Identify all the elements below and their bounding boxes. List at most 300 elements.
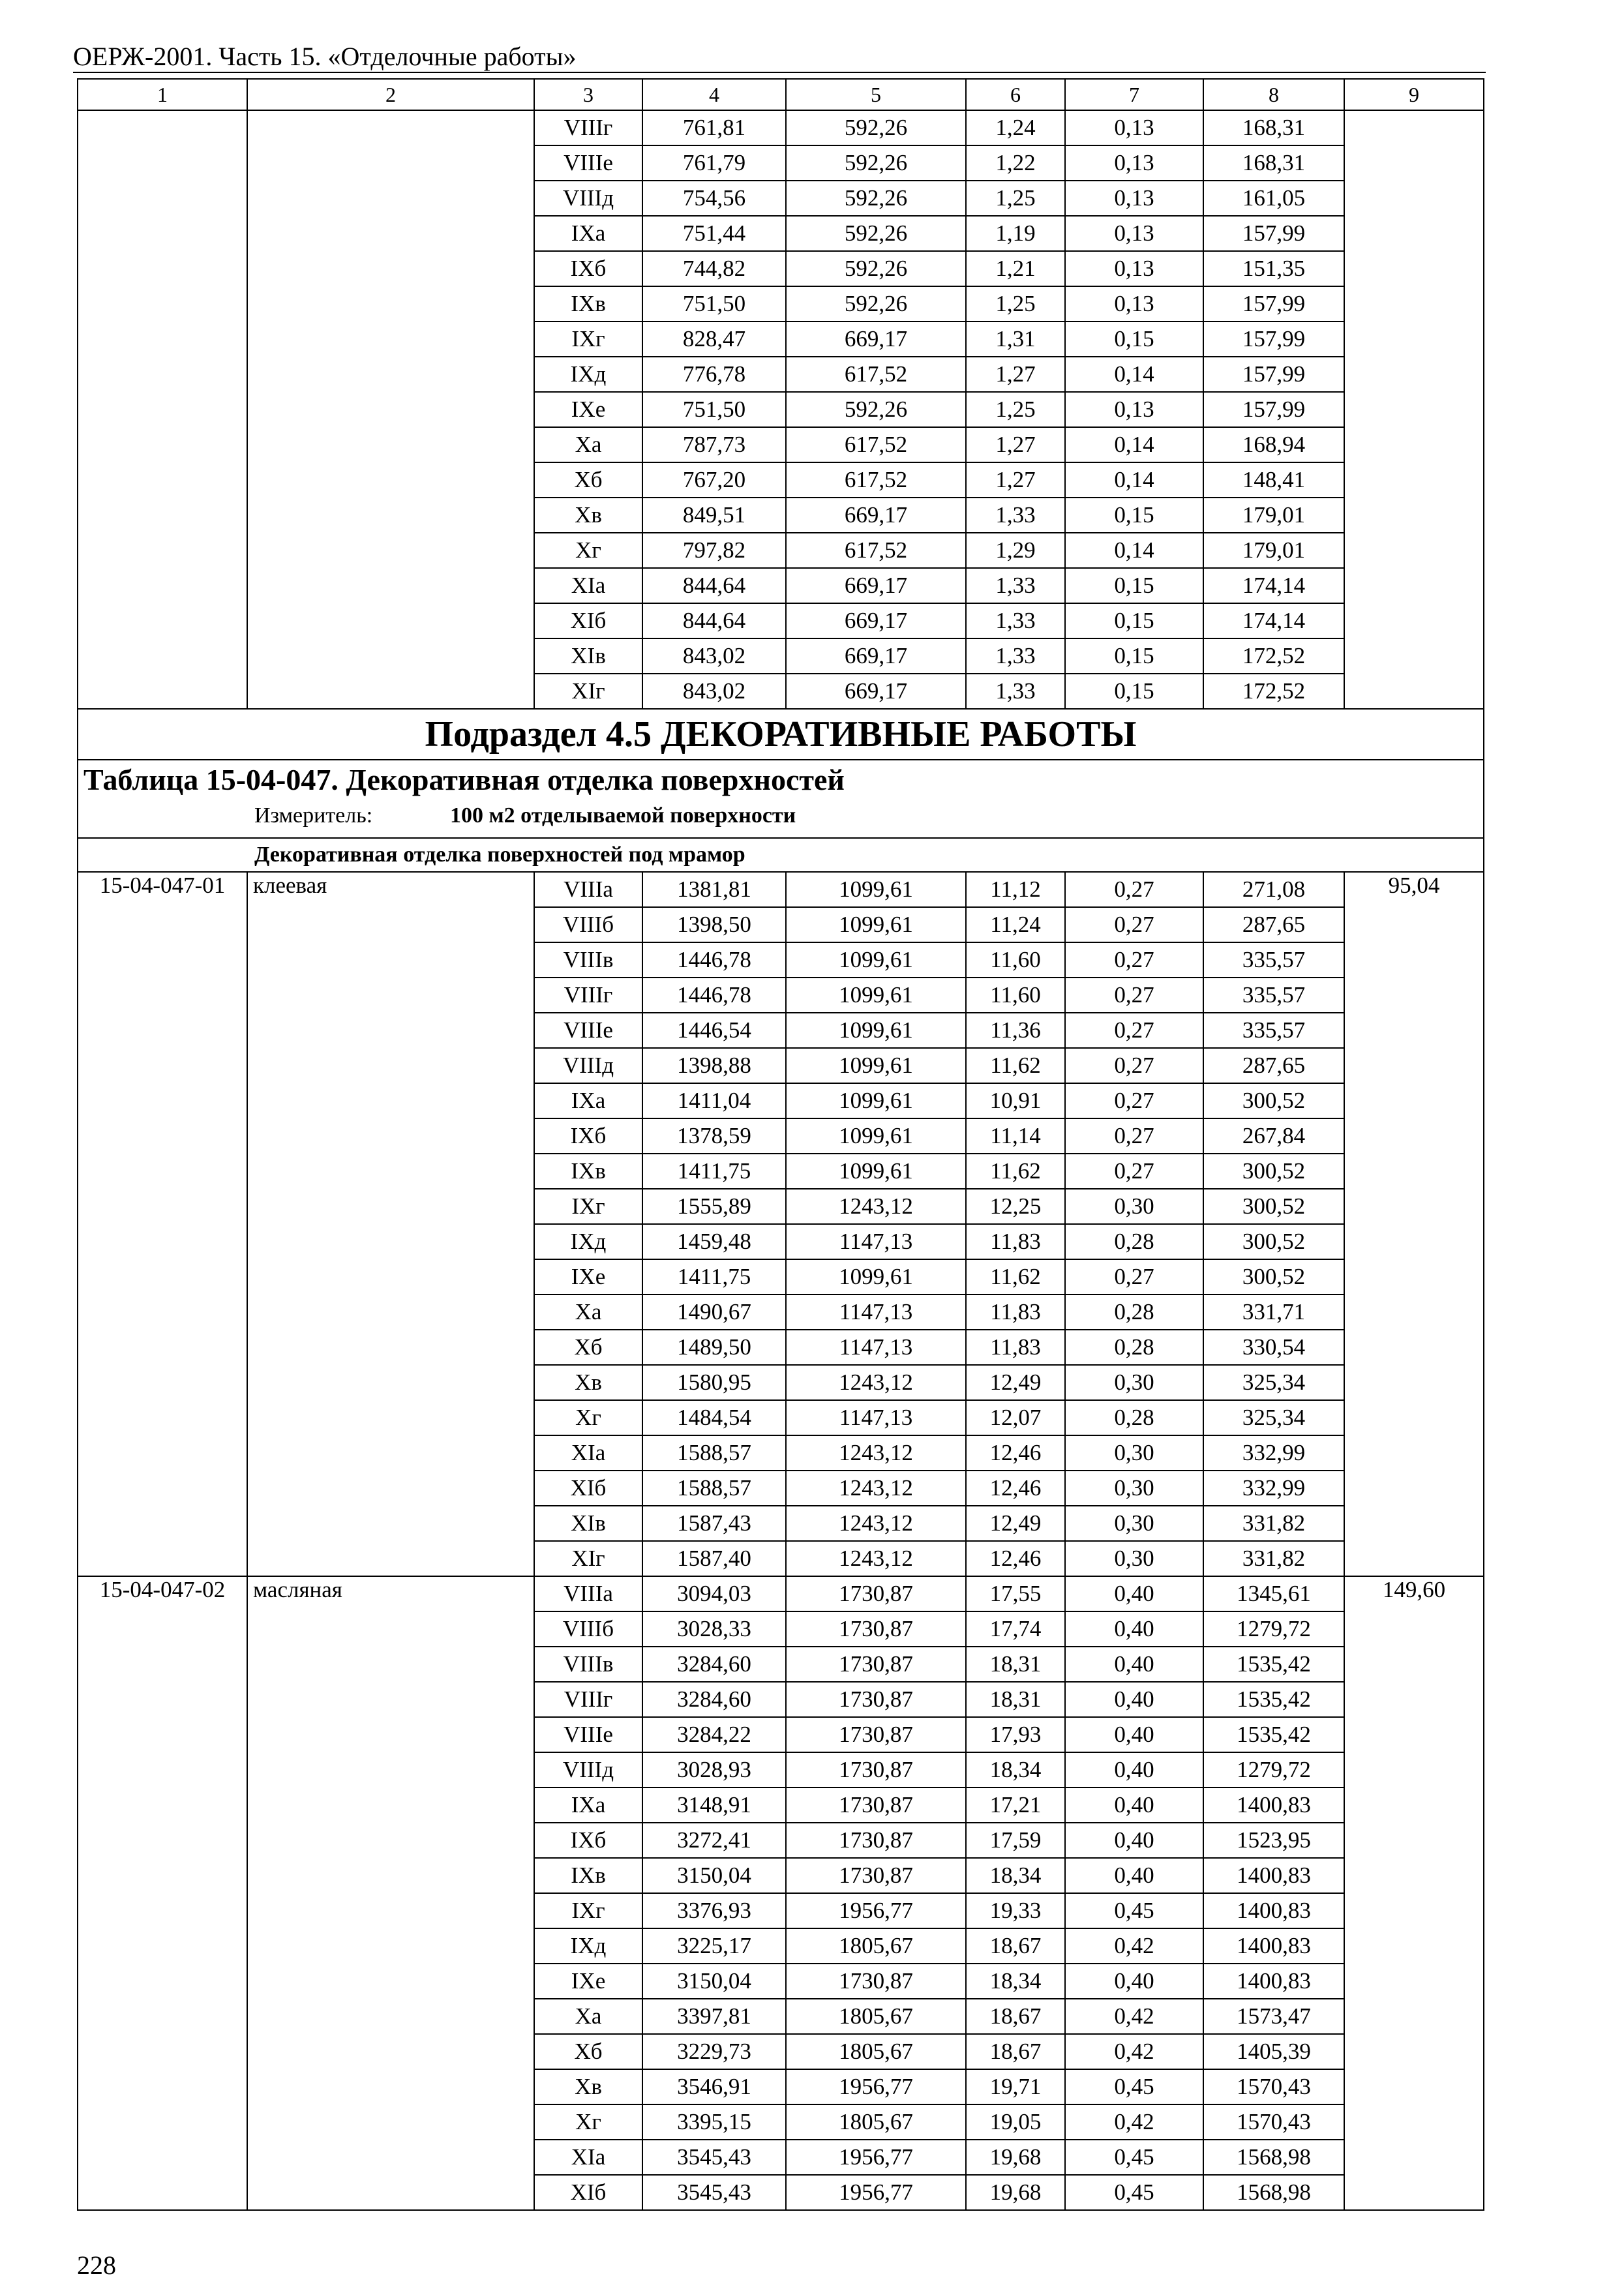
operation-cell: 1,27 bbox=[966, 357, 1065, 392]
operation-cell: 18,67 bbox=[966, 2034, 1065, 2069]
measurer-value: 100 м2 отделываемой поверхности bbox=[450, 803, 796, 828]
total-cost-cell: 1411,75 bbox=[642, 1154, 786, 1189]
wages-cell: 1956,77 bbox=[786, 2175, 966, 2210]
wages-cell: 592,26 bbox=[786, 392, 966, 427]
materials-cell: 157,99 bbox=[1203, 357, 1344, 392]
wages-cell: 1730,87 bbox=[786, 1858, 966, 1893]
total-cost-cell: 3148,91 bbox=[642, 1788, 786, 1823]
total-cost-cell: 3284,60 bbox=[642, 1647, 786, 1682]
category-cell: IXб bbox=[534, 1118, 642, 1154]
page-number: 228 bbox=[77, 2251, 116, 2280]
machinery-wages-cell: 0,28 bbox=[1065, 1330, 1203, 1365]
wages-cell: 1243,12 bbox=[786, 1365, 966, 1400]
machinery-wages-cell: 0,42 bbox=[1065, 2034, 1203, 2069]
materials-cell: 1573,47 bbox=[1203, 1999, 1344, 2034]
wages-cell: 1147,13 bbox=[786, 1400, 966, 1435]
operation-cell: 10,91 bbox=[966, 1083, 1065, 1118]
total-cost-cell: 1381,81 bbox=[642, 872, 786, 907]
total-cost-cell: 751,50 bbox=[642, 286, 786, 322]
operation-cell: 12,46 bbox=[966, 1471, 1065, 1506]
category-cell: VIIIе bbox=[534, 1013, 642, 1048]
table-body bbox=[78, 79, 1484, 2210]
table-title-row bbox=[78, 760, 1484, 838]
total-cost-cell: 1378,59 bbox=[642, 1118, 786, 1154]
materials-cell: 1400,83 bbox=[1203, 1964, 1344, 1999]
machinery-wages-cell: 0,13 bbox=[1065, 216, 1203, 251]
wages-cell: 1805,67 bbox=[786, 2034, 966, 2069]
table-row bbox=[78, 1576, 1484, 1611]
category-cell: IXв bbox=[534, 286, 642, 322]
total-cost-cell: 3229,73 bbox=[642, 2034, 786, 2069]
category-cell: VIIIа bbox=[534, 872, 642, 907]
wages-cell: 1099,61 bbox=[786, 978, 966, 1013]
operation-cell: 19,33 bbox=[966, 1893, 1065, 1928]
machinery-wages-cell: 0,40 bbox=[1065, 1717, 1203, 1752]
total-cost-cell: 1588,57 bbox=[642, 1435, 786, 1471]
total-cost-cell: 767,20 bbox=[642, 462, 786, 498]
machinery-wages-cell: 0,27 bbox=[1065, 1048, 1203, 1083]
total-cost-cell: 1484,54 bbox=[642, 1400, 786, 1435]
operation-cell: 17,93 bbox=[966, 1717, 1065, 1752]
category-cell: Xг bbox=[534, 533, 642, 568]
materials-cell: 1535,42 bbox=[1203, 1682, 1344, 1717]
total-cost-cell: 1446,78 bbox=[642, 942, 786, 978]
total-cost-cell: 3397,81 bbox=[642, 1999, 786, 2034]
name-cell: масляная bbox=[247, 1576, 534, 2210]
materials-cell: 271,08 bbox=[1203, 872, 1344, 907]
total-cost-cell: 3376,93 bbox=[642, 1893, 786, 1928]
category-cell: Xа bbox=[534, 1999, 642, 2034]
category-cell: IXд bbox=[534, 357, 642, 392]
machinery-wages-cell: 0,27 bbox=[1065, 1259, 1203, 1294]
code-cell: 15-04-047-01 bbox=[78, 872, 247, 1576]
section-row bbox=[78, 709, 1484, 760]
category-cell: XIа bbox=[534, 2140, 642, 2175]
wages-cell: 1730,87 bbox=[786, 1611, 966, 1647]
total-cost-cell: 828,47 bbox=[642, 322, 786, 357]
materials-cell: 300,52 bbox=[1203, 1083, 1344, 1118]
operation-cell: 19,68 bbox=[966, 2175, 1065, 2210]
materials-cell: 172,52 bbox=[1203, 638, 1344, 674]
operation-cell: 11,83 bbox=[966, 1294, 1065, 1330]
operation-cell: 11,60 bbox=[966, 978, 1065, 1013]
wages-cell: 1956,77 bbox=[786, 2069, 966, 2104]
machinery-wages-cell: 0,45 bbox=[1065, 2140, 1203, 2175]
operation-cell: 11,62 bbox=[966, 1154, 1065, 1189]
operation-cell: 12,46 bbox=[966, 1435, 1065, 1471]
category-cell: Xг bbox=[534, 2104, 642, 2140]
total-cost-cell: 1588,57 bbox=[642, 1471, 786, 1506]
category-cell: IXв bbox=[534, 1858, 642, 1893]
total-cost-cell: 1398,50 bbox=[642, 907, 786, 942]
machinery-wages-cell: 0,30 bbox=[1065, 1506, 1203, 1541]
category-cell: IXе bbox=[534, 1964, 642, 1999]
operation-cell: 12,46 bbox=[966, 1541, 1065, 1576]
operation-cell: 11,12 bbox=[966, 872, 1065, 907]
operation-cell: 17,59 bbox=[966, 1823, 1065, 1858]
category-cell: VIIIг bbox=[534, 110, 642, 145]
operation-cell: 1,25 bbox=[966, 392, 1065, 427]
operation-cell: 11,60 bbox=[966, 942, 1065, 978]
total-cost-cell: 1459,48 bbox=[642, 1224, 786, 1259]
category-cell: IXе bbox=[534, 1259, 642, 1294]
column-number-row bbox=[78, 79, 1484, 110]
category-cell: IXб bbox=[534, 1823, 642, 1858]
column-number: 9 bbox=[1344, 79, 1484, 110]
operation-cell: 19,68 bbox=[966, 2140, 1065, 2175]
column-number: 6 bbox=[966, 79, 1065, 110]
total-cost-cell: 3545,43 bbox=[642, 2175, 786, 2210]
category-cell: XIг bbox=[534, 674, 642, 709]
machinery-wages-cell: 0,14 bbox=[1065, 533, 1203, 568]
total-cost-cell: 797,82 bbox=[642, 533, 786, 568]
materials-cell: 1400,83 bbox=[1203, 1893, 1344, 1928]
total-cost-cell: 1587,43 bbox=[642, 1506, 786, 1541]
total-cost-cell: 1411,75 bbox=[642, 1259, 786, 1294]
operation-cell: 11,14 bbox=[966, 1118, 1065, 1154]
machinery-wages-cell: 0,42 bbox=[1065, 1928, 1203, 1964]
materials-cell: 287,65 bbox=[1203, 907, 1344, 942]
machinery-wages-cell: 0,27 bbox=[1065, 907, 1203, 942]
wages-cell: 1147,13 bbox=[786, 1224, 966, 1259]
extra-cell: 95,04 bbox=[1344, 872, 1484, 1576]
total-cost-cell: 776,78 bbox=[642, 357, 786, 392]
materials-cell: 157,99 bbox=[1203, 322, 1344, 357]
machinery-wages-cell: 0,13 bbox=[1065, 392, 1203, 427]
total-cost-cell: 3150,04 bbox=[642, 1964, 786, 1999]
wages-cell: 1099,61 bbox=[786, 1083, 966, 1118]
materials-cell: 157,99 bbox=[1203, 286, 1344, 322]
wages-cell: 1730,87 bbox=[786, 1964, 966, 1999]
wages-cell: 1730,87 bbox=[786, 1717, 966, 1752]
operation-cell: 11,36 bbox=[966, 1013, 1065, 1048]
machinery-wages-cell: 0,13 bbox=[1065, 145, 1203, 181]
machinery-wages-cell: 0,30 bbox=[1065, 1365, 1203, 1400]
materials-cell: 1568,98 bbox=[1203, 2140, 1344, 2175]
machinery-wages-cell: 0,27 bbox=[1065, 1118, 1203, 1154]
machinery-wages-cell: 0,27 bbox=[1065, 1083, 1203, 1118]
machinery-wages-cell: 0,45 bbox=[1065, 2175, 1203, 2210]
table-title-block bbox=[78, 760, 1484, 838]
category-cell: IXа bbox=[534, 1083, 642, 1118]
wages-cell: 1099,61 bbox=[786, 942, 966, 978]
wages-cell: 1243,12 bbox=[786, 1189, 966, 1224]
materials-cell: 335,57 bbox=[1203, 942, 1344, 978]
operation-cell: 1,31 bbox=[966, 322, 1065, 357]
total-cost-cell: 751,50 bbox=[642, 392, 786, 427]
materials-cell: 1535,42 bbox=[1203, 1717, 1344, 1752]
machinery-wages-cell: 0,27 bbox=[1065, 872, 1203, 907]
materials-cell: 335,57 bbox=[1203, 978, 1344, 1013]
materials-cell: 332,99 bbox=[1203, 1435, 1344, 1471]
column-number: 3 bbox=[534, 79, 642, 110]
machinery-wages-cell: 0,27 bbox=[1065, 1013, 1203, 1048]
total-cost-cell: 844,64 bbox=[642, 603, 786, 638]
total-cost-cell: 3272,41 bbox=[642, 1823, 786, 1858]
materials-cell: 168,94 bbox=[1203, 427, 1344, 462]
category-cell: IXд bbox=[534, 1928, 642, 1964]
machinery-wages-cell: 0,30 bbox=[1065, 1471, 1203, 1506]
wages-cell: 669,17 bbox=[786, 498, 966, 533]
operation-cell: 11,62 bbox=[966, 1259, 1065, 1294]
operation-cell: 11,83 bbox=[966, 1330, 1065, 1365]
materials-cell: 161,05 bbox=[1203, 181, 1344, 216]
operation-cell: 1,33 bbox=[966, 603, 1065, 638]
operation-cell: 18,67 bbox=[966, 1928, 1065, 1964]
total-cost-cell: 3284,60 bbox=[642, 1682, 786, 1717]
machinery-wages-cell: 0,15 bbox=[1065, 322, 1203, 357]
materials-cell: 1400,83 bbox=[1203, 1858, 1344, 1893]
wages-cell: 592,26 bbox=[786, 251, 966, 286]
machinery-wages-cell: 0,15 bbox=[1065, 638, 1203, 674]
wages-cell: 669,17 bbox=[786, 568, 966, 603]
materials-cell: 1345,61 bbox=[1203, 1576, 1344, 1611]
category-cell: Xв bbox=[534, 1365, 642, 1400]
operation-cell: 18,34 bbox=[966, 1858, 1065, 1893]
machinery-wages-cell: 0,40 bbox=[1065, 1858, 1203, 1893]
materials-cell: 1405,39 bbox=[1203, 2034, 1344, 2069]
code-cell bbox=[78, 110, 247, 709]
machinery-wages-cell: 0,15 bbox=[1065, 498, 1203, 533]
wages-cell: 1099,61 bbox=[786, 907, 966, 942]
machinery-wages-cell: 0,40 bbox=[1065, 1611, 1203, 1647]
wages-cell: 1147,13 bbox=[786, 1330, 966, 1365]
machinery-wages-cell: 0,30 bbox=[1065, 1541, 1203, 1576]
operation-cell: 1,27 bbox=[966, 427, 1065, 462]
wages-cell: 1099,61 bbox=[786, 1013, 966, 1048]
category-cell: VIIIд bbox=[534, 1752, 642, 1788]
operation-cell: 17,74 bbox=[966, 1611, 1065, 1647]
table-title: Таблица 15-04-047. Декоративная отделка поверхностей bbox=[83, 763, 845, 796]
category-cell: XIа bbox=[534, 568, 642, 603]
category-cell: XIб bbox=[534, 2175, 642, 2210]
materials-cell: 300,52 bbox=[1203, 1224, 1344, 1259]
total-cost-cell: 754,56 bbox=[642, 181, 786, 216]
name-cell bbox=[247, 110, 534, 709]
measurer-label: Измеритель: bbox=[254, 803, 373, 828]
materials-cell: 168,31 bbox=[1203, 110, 1344, 145]
materials-cell: 330,54 bbox=[1203, 1330, 1344, 1365]
category-cell: IXд bbox=[534, 1224, 642, 1259]
category-cell: XIг bbox=[534, 1541, 642, 1576]
materials-cell: 168,31 bbox=[1203, 145, 1344, 181]
materials-cell: 331,82 bbox=[1203, 1541, 1344, 1576]
total-cost-cell: 843,02 bbox=[642, 674, 786, 709]
wages-cell: 1956,77 bbox=[786, 2140, 966, 2175]
machinery-wages-cell: 0,40 bbox=[1065, 1823, 1203, 1858]
machinery-wages-cell: 0,14 bbox=[1065, 427, 1203, 462]
header-rule bbox=[73, 72, 1486, 73]
wages-cell: 592,26 bbox=[786, 286, 966, 322]
operation-cell: 18,31 bbox=[966, 1682, 1065, 1717]
total-cost-cell: 1587,40 bbox=[642, 1541, 786, 1576]
category-cell: Xа bbox=[534, 1294, 642, 1330]
category-cell: VIIIб bbox=[534, 1611, 642, 1647]
wages-cell: 592,26 bbox=[786, 181, 966, 216]
materials-cell: 1279,72 bbox=[1203, 1752, 1344, 1788]
category-cell: IXа bbox=[534, 1788, 642, 1823]
total-cost-cell: 844,64 bbox=[642, 568, 786, 603]
total-cost-cell: 3545,43 bbox=[642, 2140, 786, 2175]
materials-cell: 157,99 bbox=[1203, 216, 1344, 251]
category-cell: VIIIа bbox=[534, 1576, 642, 1611]
category-cell: VIIIе bbox=[534, 1717, 642, 1752]
category-cell: XIб bbox=[534, 603, 642, 638]
wages-cell: 1243,12 bbox=[786, 1471, 966, 1506]
category-cell: VIIIб bbox=[534, 907, 642, 942]
column-number: 4 bbox=[642, 79, 786, 110]
materials-cell: 179,01 bbox=[1203, 533, 1344, 568]
materials-cell: 148,41 bbox=[1203, 462, 1344, 498]
wages-cell: 1243,12 bbox=[786, 1541, 966, 1576]
operation-cell: 1,29 bbox=[966, 533, 1065, 568]
total-cost-cell: 1446,78 bbox=[642, 978, 786, 1013]
operation-cell: 12,49 bbox=[966, 1365, 1065, 1400]
operation-cell: 12,49 bbox=[966, 1506, 1065, 1541]
materials-cell: 179,01 bbox=[1203, 498, 1344, 533]
estimate-table bbox=[77, 78, 1484, 2211]
machinery-wages-cell: 0,28 bbox=[1065, 1400, 1203, 1435]
machinery-wages-cell: 0,45 bbox=[1065, 1893, 1203, 1928]
total-cost-cell: 3395,15 bbox=[642, 2104, 786, 2140]
wages-cell: 1730,87 bbox=[786, 1576, 966, 1611]
operation-cell: 1,25 bbox=[966, 286, 1065, 322]
category-cell: XIа bbox=[534, 1435, 642, 1471]
column-number: 7 bbox=[1065, 79, 1203, 110]
machinery-wages-cell: 0,13 bbox=[1065, 251, 1203, 286]
wages-cell: 1805,67 bbox=[786, 1999, 966, 2034]
column-number: 1 bbox=[78, 79, 247, 110]
total-cost-cell: 1411,04 bbox=[642, 1083, 786, 1118]
operation-cell: 18,67 bbox=[966, 1999, 1065, 2034]
operation-cell: 11,83 bbox=[966, 1224, 1065, 1259]
machinery-wages-cell: 0,28 bbox=[1065, 1294, 1203, 1330]
wages-cell: 592,26 bbox=[786, 216, 966, 251]
materials-cell: 1400,83 bbox=[1203, 1928, 1344, 1964]
operation-cell: 1,27 bbox=[966, 462, 1065, 498]
materials-cell: 174,14 bbox=[1203, 603, 1344, 638]
category-cell: XIв bbox=[534, 1506, 642, 1541]
name-cell: клеевая bbox=[247, 872, 534, 1576]
subsection-title: Декоративная отделка поверхностей под мрамор bbox=[78, 838, 1484, 872]
wages-cell: 1099,61 bbox=[786, 872, 966, 907]
materials-cell: 151,35 bbox=[1203, 251, 1344, 286]
total-cost-cell: 1555,89 bbox=[642, 1189, 786, 1224]
operation-cell: 19,05 bbox=[966, 2104, 1065, 2140]
machinery-wages-cell: 0,15 bbox=[1065, 674, 1203, 709]
category-cell: XIв bbox=[534, 638, 642, 674]
machinery-wages-cell: 0,28 bbox=[1065, 1224, 1203, 1259]
machinery-wages-cell: 0,30 bbox=[1065, 1435, 1203, 1471]
materials-cell: 1400,83 bbox=[1203, 1788, 1344, 1823]
total-cost-cell: 849,51 bbox=[642, 498, 786, 533]
machinery-wages-cell: 0,14 bbox=[1065, 357, 1203, 392]
category-cell: IXг bbox=[534, 322, 642, 357]
machinery-wages-cell: 0,40 bbox=[1065, 1682, 1203, 1717]
operation-cell: 11,24 bbox=[966, 907, 1065, 942]
total-cost-cell: 843,02 bbox=[642, 638, 786, 674]
wages-cell: 1730,87 bbox=[786, 1788, 966, 1823]
category-cell: VIIIд bbox=[534, 181, 642, 216]
machinery-wages-cell: 0,13 bbox=[1065, 181, 1203, 216]
wages-cell: 1099,61 bbox=[786, 1118, 966, 1154]
materials-cell: 172,52 bbox=[1203, 674, 1344, 709]
wages-cell: 617,52 bbox=[786, 462, 966, 498]
machinery-wages-cell: 0,15 bbox=[1065, 603, 1203, 638]
total-cost-cell: 3028,93 bbox=[642, 1752, 786, 1788]
category-cell: XIб bbox=[534, 1471, 642, 1506]
operation-cell: 18,31 bbox=[966, 1647, 1065, 1682]
operation-cell: 17,21 bbox=[966, 1788, 1065, 1823]
materials-cell: 1570,43 bbox=[1203, 2069, 1344, 2104]
extra-cell: 149,60 bbox=[1344, 1576, 1484, 2210]
total-cost-cell: 1489,50 bbox=[642, 1330, 786, 1365]
materials-cell: 325,34 bbox=[1203, 1365, 1344, 1400]
machinery-wages-cell: 0,13 bbox=[1065, 110, 1203, 145]
wages-cell: 669,17 bbox=[786, 603, 966, 638]
wages-cell: 592,26 bbox=[786, 110, 966, 145]
total-cost-cell: 751,44 bbox=[642, 216, 786, 251]
materials-cell: 335,57 bbox=[1203, 1013, 1344, 1048]
machinery-wages-cell: 0,13 bbox=[1065, 286, 1203, 322]
wages-cell: 1099,61 bbox=[786, 1048, 966, 1083]
operation-cell: 1,33 bbox=[966, 498, 1065, 533]
machinery-wages-cell: 0,40 bbox=[1065, 1576, 1203, 1611]
materials-cell: 331,71 bbox=[1203, 1294, 1344, 1330]
operation-cell: 1,33 bbox=[966, 638, 1065, 674]
machinery-wages-cell: 0,40 bbox=[1065, 1788, 1203, 1823]
materials-cell: 1279,72 bbox=[1203, 1611, 1344, 1647]
machinery-wages-cell: 0,42 bbox=[1065, 2104, 1203, 2140]
wages-cell: 669,17 bbox=[786, 322, 966, 357]
total-cost-cell: 761,81 bbox=[642, 110, 786, 145]
materials-cell: 287,65 bbox=[1203, 1048, 1344, 1083]
machinery-wages-cell: 0,30 bbox=[1065, 1189, 1203, 1224]
operation-cell: 18,34 bbox=[966, 1964, 1065, 1999]
machinery-wages-cell: 0,42 bbox=[1065, 1999, 1203, 2034]
table-row bbox=[78, 110, 1484, 145]
materials-cell: 300,52 bbox=[1203, 1154, 1344, 1189]
materials-cell: 300,52 bbox=[1203, 1259, 1344, 1294]
operation-cell: 1,33 bbox=[966, 674, 1065, 709]
wages-cell: 669,17 bbox=[786, 674, 966, 709]
operation-cell: 1,33 bbox=[966, 568, 1065, 603]
category-cell: Xв bbox=[534, 498, 642, 533]
materials-cell: 267,84 bbox=[1203, 1118, 1344, 1154]
wages-cell: 1730,87 bbox=[786, 1823, 966, 1858]
machinery-wages-cell: 0,40 bbox=[1065, 1647, 1203, 1682]
materials-cell: 1570,43 bbox=[1203, 2104, 1344, 2140]
wages-cell: 1099,61 bbox=[786, 1154, 966, 1189]
total-cost-cell: 1490,67 bbox=[642, 1294, 786, 1330]
machinery-wages-cell: 0,27 bbox=[1065, 1154, 1203, 1189]
operation-cell: 1,25 bbox=[966, 181, 1065, 216]
total-cost-cell: 3028,33 bbox=[642, 1611, 786, 1647]
category-cell: Xв bbox=[534, 2069, 642, 2104]
wages-cell: 592,26 bbox=[786, 145, 966, 181]
materials-cell: 331,82 bbox=[1203, 1506, 1344, 1541]
machinery-wages-cell: 0,27 bbox=[1065, 942, 1203, 978]
total-cost-cell: 1580,95 bbox=[642, 1365, 786, 1400]
document-header: ОЕРЖ-2001. Часть 15. «Отделочные работы» bbox=[73, 42, 577, 71]
category-cell: VIIIв bbox=[534, 1647, 642, 1682]
wages-cell: 1805,67 bbox=[786, 2104, 966, 2140]
total-cost-cell: 744,82 bbox=[642, 251, 786, 286]
wages-cell: 1243,12 bbox=[786, 1506, 966, 1541]
category-cell: Xа bbox=[534, 427, 642, 462]
operation-cell: 1,19 bbox=[966, 216, 1065, 251]
wages-cell: 1243,12 bbox=[786, 1435, 966, 1471]
